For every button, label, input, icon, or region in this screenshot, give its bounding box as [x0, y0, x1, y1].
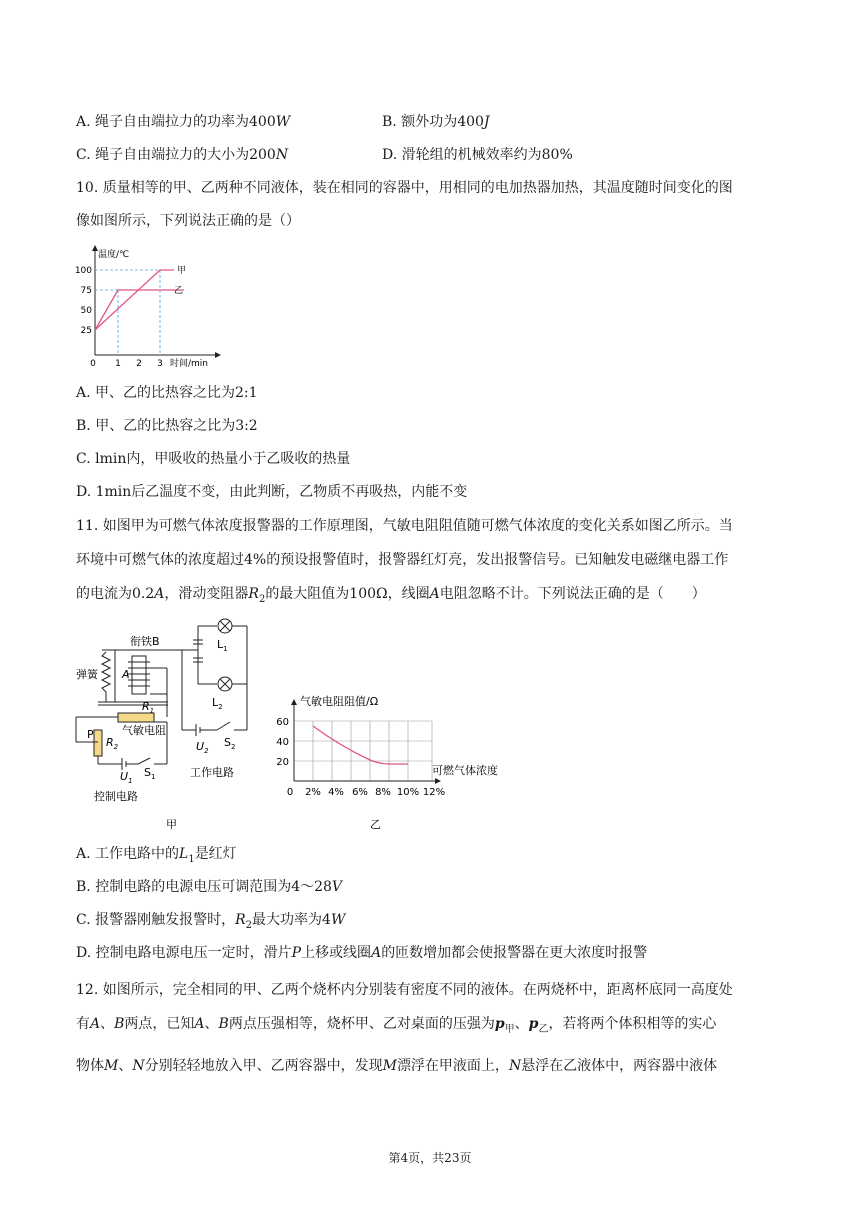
- q11-option-d: D. 控制电路电源电压一定时，滑片P上移或线圈A的匝数增加都会使报警器在更大浓度时报警: [76, 945, 648, 961]
- q11-resistance-curve: [313, 726, 408, 764]
- r1-resistor: [118, 713, 154, 722]
- u1-label: $U_1$: [120, 770, 133, 785]
- q11-circuit-diagram: [72, 618, 282, 836]
- q9-option-c: C. 绳子自由端拉力的大小为200N: [76, 147, 289, 163]
- q11-grid: [294, 721, 432, 781]
- q10-temperature-time-graph: [70, 240, 230, 372]
- q10-x-tick-2: 2: [136, 359, 142, 369]
- q11-x-tick-4: 4%: [328, 787, 344, 798]
- q10-stem-line2: 像如图所示，下列说法正确的是（）: [76, 213, 300, 229]
- page-footer: 第4页，共23页: [388, 1151, 472, 1165]
- q9-option-b: B. 额外功为400J: [382, 114, 490, 130]
- q11-option-a: A. 工作电路中的$L_1$是红灯: [76, 846, 237, 865]
- q11-stem-line1: 11. 如图甲为可燃气体浓度报警器的工作原理图，气敏电阻阻值随可燃气体浓度的变化关系如图乙所示。当: [76, 518, 733, 534]
- q10-x-label: 时间/min: [170, 359, 209, 369]
- u2-label: $U_2$: [196, 740, 209, 755]
- q10-y-label: 温度/℃: [98, 250, 130, 260]
- q10-series-yi-line: [95, 290, 184, 330]
- q11-x-tick-6: 6%: [352, 787, 368, 798]
- s1-switch: [138, 758, 150, 764]
- p-label: P: [87, 728, 94, 741]
- spring-label: 弹簧: [76, 668, 98, 681]
- q10-x-tick-0: 0: [90, 359, 96, 369]
- q10-series-jia-label: 甲: [177, 266, 187, 276]
- q11-x-tick-0: 0: [286, 787, 294, 798]
- q11-y-tick-20: 20: [276, 757, 289, 768]
- q9-option-a: A. 绳子自由端拉力的功率为400W: [76, 114, 291, 130]
- q10-x-tick-1: 1: [115, 359, 121, 369]
- caption-yi: 乙: [370, 818, 381, 831]
- work-circuit-label: 工作电路: [190, 766, 234, 779]
- caption-jia: 甲: [166, 818, 177, 831]
- q11-stem-line3: 的电流为0.2A，滑动变阻器$R_2$的最大阻值为100Ω，线圈A电阻忽略不计。下列说法正确的是（ ）: [76, 586, 706, 605]
- q10-y-tick-75: 75: [80, 286, 92, 296]
- q9-option-d: D. 滑轮组的机械效率约为80%: [382, 147, 573, 163]
- r2-label: $R_2$: [106, 736, 119, 751]
- q10-series-yi-label: 乙: [174, 286, 184, 296]
- q11-x-tick-10: 10%: [396, 787, 420, 798]
- armature-label: 衔铁B: [130, 635, 160, 648]
- q12-stem-line1: 12. 如图所示，完全相同的甲、乙两个烧杯内分别装有密度不同的液体。在两烧杯中，距离杯底同一高度处: [76, 982, 733, 998]
- s2-label: $S_2$: [224, 736, 236, 751]
- q11-x-tick-8: 8%: [375, 787, 391, 798]
- q10-option-a: A. 甲、乙的比热容之比为2:1: [76, 385, 258, 401]
- sensor-label: 气敏电阻: [122, 724, 166, 737]
- q10-x-tick-3: 3: [157, 359, 163, 369]
- q11-y-label: 气敏电阻阻值/Ω: [300, 695, 379, 708]
- q12-stem-line2: 有A、B两点，已知A、B两点压强相等，烧杯甲、乙对桌面的压强为$p_甲$、$p_乙$，若将两个体积相等的实心: [76, 1016, 717, 1035]
- q10-option-d: D. 1min后乙温度不变，由此判断，乙物质不再吸热，内能不变: [76, 484, 468, 500]
- l1-label: $L_1$: [217, 638, 228, 653]
- q11-resistance-graph: [276, 688, 520, 838]
- s2-switch: [217, 722, 230, 730]
- q10-series-jia-line: [95, 270, 174, 330]
- s1-label: $S_1$: [144, 766, 156, 781]
- q11-option-b: B. 控制电路的电源电压可调范围为4～28V: [76, 879, 343, 895]
- q10-y-tick-100: 100: [74, 266, 92, 276]
- q10-option-b: B. 甲、乙的比热容之比为3:2: [76, 418, 258, 434]
- q10-y-tick-25: 25: [80, 326, 92, 336]
- q10-y-tick-50: 50: [80, 306, 92, 316]
- q10-stem-line1: 10. 质量相等的甲、乙两种不同液体，装在相同的容器中，用相同的电加热器加热，其温度随时间变化的图: [76, 180, 733, 196]
- spring-icon: [102, 652, 110, 692]
- coil-a-label: A: [122, 668, 130, 681]
- r1-label: $R_1$: [142, 700, 155, 715]
- q10-option-c: C. lmin内，甲吸收的热量小于乙吸收的热量: [76, 451, 351, 467]
- q11-x-tick-12: 12%: [422, 787, 446, 798]
- q11-y-tick-40: 40: [276, 737, 289, 748]
- control-circuit-label: 控制电路: [94, 790, 138, 803]
- q11-option-c: C. 报警器刚触发报警时，$R_2$最大功率为4W: [76, 912, 346, 931]
- q12-stem-line3: 物体M、N分别轻轻地放入甲、乙两容器中，发现M漂浮在甲液面上，N悬浮在乙液体中，两容器中液体: [76, 1058, 718, 1074]
- r2-rheostat: [94, 730, 102, 756]
- l2-label: $L_2$: [212, 696, 223, 711]
- q11-stem-line2: 环境中可燃气体的浓度超过4%的预设报警值时，报警器红灯亮，发出报警信号。已知触发电磁继电器工作: [76, 552, 729, 568]
- q11-x-label: 可燃气体浓度: [432, 764, 498, 777]
- q11-x-tick-2: 2%: [305, 787, 321, 798]
- q11-y-tick-60: 60: [276, 717, 289, 728]
